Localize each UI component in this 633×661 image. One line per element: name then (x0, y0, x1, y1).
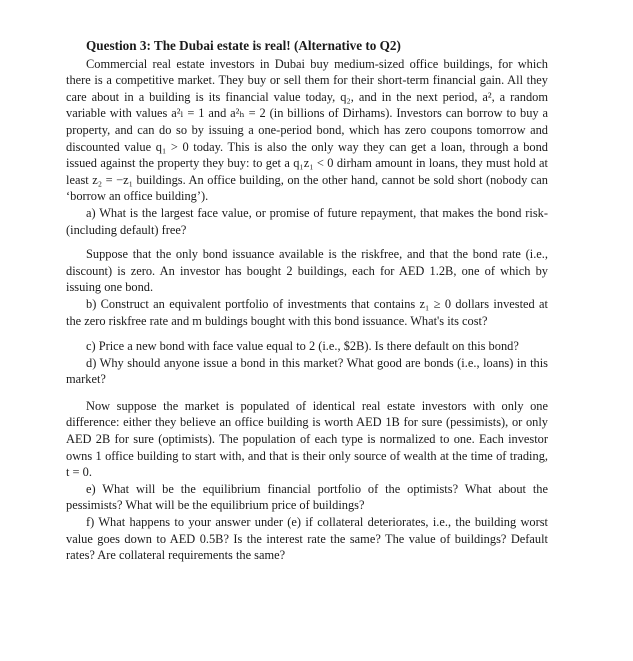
part-d: d) Why should anyone issue a bond in this market? What good are bonds (i.e., loans) in this market? (66, 355, 548, 387)
setup-paragraph: Suppose that the only bond issuance available is the riskfree, and that the bond rate (i.e., discount) is zero. An investor has bought 2 buildings, each for AED 1.2B, one of which by issuing one bond. (66, 247, 548, 295)
part-a: a) What is the largest face value, or promise of future repayment, that makes the bond risk- (including default) free? (66, 205, 548, 237)
part-e: e) What will be the equilibrium financial portfolio of the optimists? What about the pessimists? What will be the equilibrium price of buildings? (66, 481, 548, 513)
part-c: c) Price a new bond with face value equal to 2 (i.e., $2B). Is there default on this bond? (86, 339, 519, 354)
part-b: b) Construct an equivalent portfolio of investments that contains z₁ ≥ 0 dollars invested at the zero riskfree rate and m buldings bought with this bond issuance. What's its cost? (66, 296, 548, 328)
market-paragraph: Now suppose the market is populated of identical real estate investors with only one difference: either they believe an office building is worth AED 1B for sure (pessimists), or only AED 2B for sure (optimists). The population of each type is normalized to one. Each investor owns 1 office building to start with, and that is their only source of wealth at the time of trading, t = 0. (66, 398, 548, 480)
question-title: Question 3: The Dubai estate is real! (Alternative to Q2) (86, 38, 401, 53)
intro-paragraph: Commercial real estate investors in Dubai buy medium-sized office buildings, for which there is a competitive market. They buy or sell them for their short-term financial gain. All they care about in a building is its financial value today, q₂, and in the next period, a², a random variable with values a²ₗ = 1 and a²ₕ = 2 (in billions of Dirhams). Investors can borrow to buy a property, and can do so by issuing a one-period bond, which has zero coupons tomorrow and discounted value q₁ > 0 today. This is also the only way they can get a loan, through a bond issued against the property they buy: to get a q₁z₁ < 0 dirham amount in loans, they must hold at least z₂ = −z₁ buildings. An office building, on the other hand, cannot be sold short (nobody can ‘borrow an office building’). (66, 56, 548, 204)
part-f: f) What happens to your answer under (e) if collateral deteriorates, i.e., the building worst value goes down to AED 0.5B? Is the interest rate the same? The value of buildings? Default rates? Are collateral requirements the same? (66, 515, 548, 563)
document-page (66, 38, 548, 564)
